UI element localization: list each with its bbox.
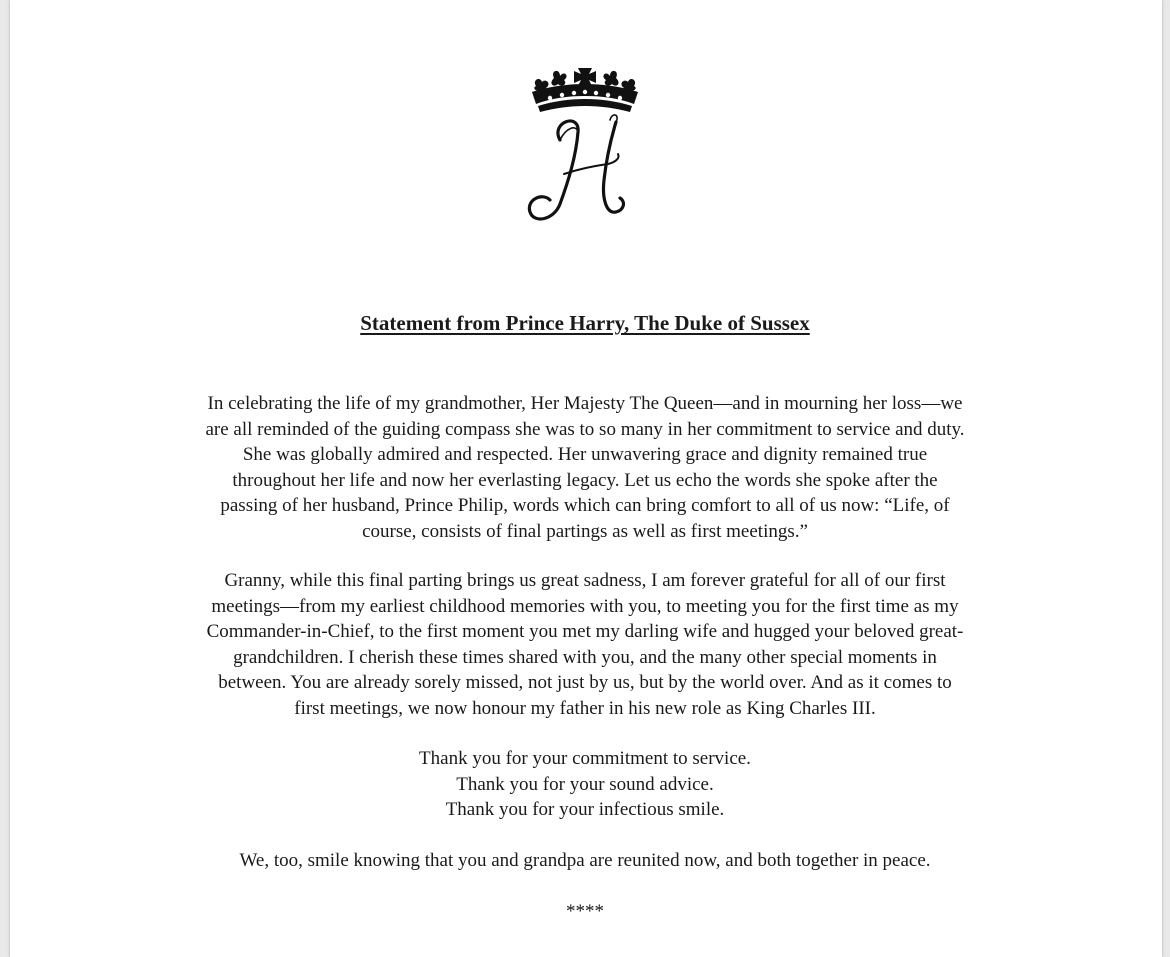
crown-h-monogram-icon xyxy=(520,62,650,232)
paragraph-line: We, too, smile knowing that you and grandpa are reunited now, and both together in peace. xyxy=(239,850,931,871)
paragraph-line: grandchildren. I cherish these times shared with you, and the many other special moments in xyxy=(233,646,937,668)
paragraph-line: between. You are already sorely missed, not just by us, but by the world over. And as it comes to xyxy=(218,672,952,693)
paragraph-line: are all reminded of the guiding compass she was to so many in her commitment to service and duty. xyxy=(205,418,965,440)
body-paragraph-1 xyxy=(0,391,1170,544)
paragraph-line: Commander-in-Chief, to the first moment you met my darling wife and hugged your beloved great- xyxy=(206,621,964,642)
paragraph-line: throughout her life and now her everlasting legacy. Let us echo the words she spoke after the xyxy=(232,469,938,491)
paragraph-line: passing of her husband, Prince Philip, words which can bring comfort to all of us now: “Life, of xyxy=(220,495,950,516)
paragraph-line: course, consists of final partings as well as first meetings.” xyxy=(362,520,808,542)
paragraph-line: Thank you for your infectious smile. xyxy=(445,799,725,820)
paragraph-line: She was globally admired and respected. Her unwavering grace and dignity remained true xyxy=(242,444,928,465)
paragraph-line: Granny, while this final parting brings us great sadness, I am forever grateful for all of our first xyxy=(224,570,946,591)
paragraph-line: meetings—from my earliest childhood memories with you, to meeting you for the first time as my xyxy=(211,595,959,617)
section-separator: **** xyxy=(566,901,604,922)
page-title: Statement from Prince Harry, The Duke of Sussex xyxy=(360,311,810,335)
closing-paragraph xyxy=(0,848,1170,874)
body-paragraph-2 xyxy=(0,568,1170,721)
thank-you-lines xyxy=(0,746,1170,823)
paragraph-line: Thank you for your sound advice. xyxy=(456,773,714,795)
paragraph-line: Thank you for your commitment to service. xyxy=(419,748,751,769)
paragraph-line: In celebrating the life of my grandmother, Her Majesty The Queen—and in mourning her loss—we xyxy=(207,393,963,414)
paragraph-line: first meetings, we now honour my father in his new role as King Charles III. xyxy=(294,697,876,719)
